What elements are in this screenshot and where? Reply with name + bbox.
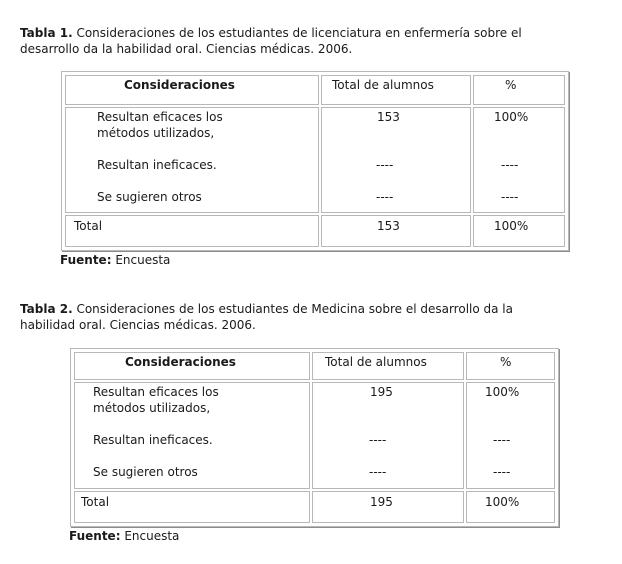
- table1-row3-label: Se sugieren otros: [97, 190, 202, 204]
- table2-caption: [20, 301, 596, 333]
- table1-row3-percent: ----: [501, 190, 519, 204]
- table2-source-value: Encuesta: [120, 529, 180, 543]
- table2-source: [69, 529, 179, 543]
- table2-caption-line1: Tabla 2. Consideraciones de los estudiantes de Medicina sobre el desarrollo da la: [20, 302, 513, 316]
- table1-header-total: Total de alumnos: [332, 78, 434, 92]
- table1-row1-total: 153: [377, 110, 400, 124]
- table1-total-percent: 100%: [494, 219, 529, 233]
- table2-header-consideraciones: Consideraciones: [125, 355, 236, 369]
- table2-row1-label-line2: métodos utilizados,: [93, 401, 211, 415]
- table2-row2-label: Resultan ineficaces.: [93, 433, 213, 447]
- table2: [70, 348, 559, 527]
- table1-header-cell-percent: [473, 75, 565, 105]
- table1-header-consideraciones: Consideraciones: [124, 78, 235, 92]
- table1-total-cell-label: [65, 215, 319, 247]
- table1-label: Tabla 1.: [20, 26, 73, 40]
- table1-source-label: Fuente:: [60, 253, 112, 267]
- table2-row1-label-line1: Resultan eficaces los: [93, 385, 219, 399]
- table1-row3-total: ----: [376, 190, 394, 204]
- table2-row3-percent: ----: [493, 465, 511, 479]
- table2-row2-total: ----: [369, 433, 387, 447]
- table2-total-label: Total: [81, 495, 110, 509]
- table2-row2-percent: ----: [493, 433, 511, 447]
- table2-row1-percent: 100%: [485, 385, 520, 399]
- table2-header-percent: %: [500, 355, 512, 369]
- table1-row2-label: Resultan ineficaces.: [97, 158, 217, 172]
- table1: [61, 71, 569, 251]
- table1-source: [60, 253, 170, 267]
- table1-total-value: 153: [377, 219, 400, 233]
- table2-header-total: Total de alumnos: [325, 355, 427, 369]
- table1-row1-percent: 100%: [494, 110, 529, 124]
- table2-source-label: Fuente:: [69, 529, 121, 543]
- table2-total-cell-label: [74, 491, 310, 523]
- table2-total-value: 195: [370, 495, 393, 509]
- table1-total-label: Total: [74, 219, 103, 233]
- table1-row1-label-line2: métodos utilizados,: [97, 126, 215, 140]
- table1-caption-line1: Tabla 1. Consideraciones de los estudiantes de licenciatura en enfermería sobre el: [20, 26, 522, 40]
- table2-label: Tabla 2.: [20, 302, 73, 316]
- table2-row1-total: 195: [370, 385, 393, 399]
- table1-source-value: Encuesta: [111, 253, 171, 267]
- table1-header-percent: %: [505, 78, 517, 92]
- table1-caption-line2: desarrollo da la habilidad oral. Ciencias médicas. 2006.: [20, 42, 353, 56]
- table1-caption: [20, 25, 596, 57]
- table1-row2-percent: ----: [501, 158, 519, 172]
- table1-row1-label-line1: Resultan eficaces los: [97, 110, 223, 124]
- table2-caption-line2: habilidad oral. Ciencias médicas. 2006.: [20, 318, 256, 332]
- table1-row2-total: ----: [376, 158, 394, 172]
- table2-row3-label: Se sugieren otros: [93, 465, 198, 479]
- table2-total-percent: 100%: [485, 495, 520, 509]
- table2-row3-total: ----: [369, 465, 387, 479]
